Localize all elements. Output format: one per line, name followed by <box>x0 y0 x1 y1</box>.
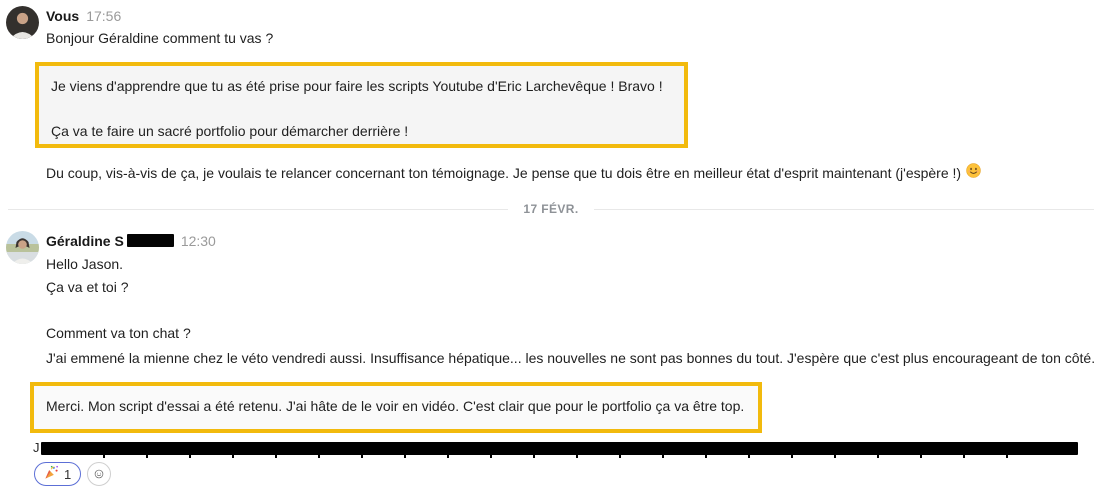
message-text-cava: Ça va et toi ? <box>46 279 129 295</box>
highlighted-text-merci: Merci. Mon script d'essai a été retenu. J'ai hâte de le voir en vidéo. C'est clair que pour le portfolio ça va être top. <box>46 398 745 414</box>
redacted-surname <box>127 234 174 247</box>
highlight-annotation-box-2 <box>30 382 762 433</box>
smiling-face-emoji <box>966 163 981 183</box>
reactions-row <box>34 462 111 486</box>
timestamp-message2: 12:30 <box>180 233 216 249</box>
message-header-geraldine <box>46 233 216 249</box>
date-divider <box>8 202 1094 216</box>
highlighted-text-line1: Je viens d'apprendre que tu as été prise pour faire les scripts Youtube d'Eric Larchevêque ! Bravo ! <box>51 78 663 94</box>
author-name-vous[interactable]: Vous <box>46 8 80 24</box>
message-text-greeting: Bonjour Géraldine comment tu vas ? <box>46 30 274 46</box>
redacted-message-line <box>33 440 1078 456</box>
message-text-veto: J'ai emmené la mienne chez le véto vendredi aussi. Insuffisance hépatique... les nouvelles ne sont pas bonnes du tout. J'espère que c'est plus encourageant de ton côté. <box>46 350 1096 366</box>
highlighted-text-line2: Ça va te faire un sacré portfolio pour démarcher derrière ! <box>51 123 409 139</box>
date-divider-label: 17 FÉVR. <box>523 202 579 216</box>
highlight-annotation-box-1 <box>35 62 688 148</box>
message-text-chat: Comment va ton chat ? <box>46 325 191 341</box>
divider-line-left <box>8 209 508 210</box>
avatar-geraldine-photo <box>6 231 39 264</box>
divider-line-right <box>594 209 1094 210</box>
message-header-vous <box>46 8 121 24</box>
redaction-bar <box>41 442 1079 455</box>
avatar-vous[interactable] <box>6 6 39 39</box>
timestamp-message1: 17:56 <box>86 8 122 24</box>
avatar-geraldine[interactable] <box>6 231 39 264</box>
smiley-add-reaction-icon <box>94 466 104 482</box>
author-name-geraldine[interactable]: Géraldine S <box>46 233 124 249</box>
reaction-pill-celebrate[interactable] <box>34 462 81 486</box>
message-text-followup <box>46 163 981 183</box>
message-text-hello: Hello Jason. <box>46 256 124 272</box>
redacted-line-prefix: J <box>33 440 40 455</box>
followup-text: Du coup, vis-à-vis de ça, je voulais te relancer concernant ton témoignage. Je pense que tu dois être en meilleur état d'esprit maintenant (j'espère !) <box>46 164 962 181</box>
add-reaction-button[interactable] <box>87 462 111 486</box>
party-popper-icon <box>44 465 59 483</box>
reaction-count: 1 <box>64 466 72 482</box>
avatar-vous-photo <box>6 6 39 39</box>
